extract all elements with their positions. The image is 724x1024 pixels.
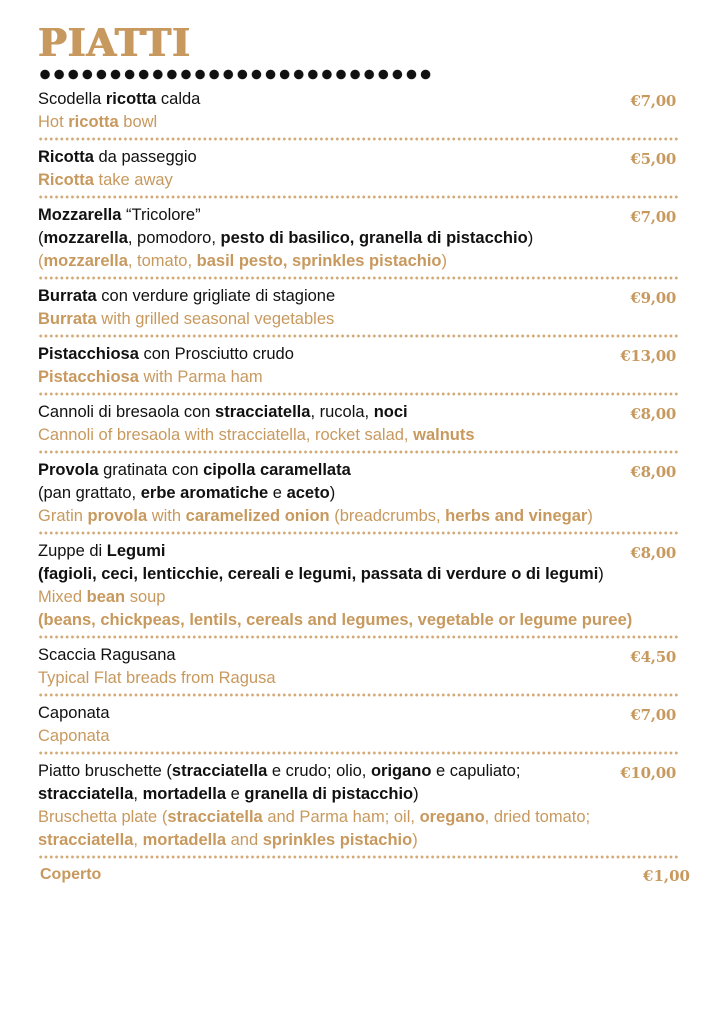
highlighted-ingredient: oregano bbox=[419, 808, 485, 826]
dotted-separator bbox=[38, 276, 678, 280]
highlighted-ingredient: Mozzarella bbox=[38, 206, 122, 224]
item-description-english bbox=[38, 806, 678, 829]
highlighted-ingredient: Ricotta bbox=[38, 148, 94, 166]
highlighted-ingredient: erbe aromatiche bbox=[140, 484, 269, 502]
item-price: €5,00 bbox=[630, 150, 676, 168]
text-segment: Cannoli of bresaola with stracciatella, rocket salad, bbox=[38, 426, 414, 444]
highlighted-ingredient: cipolla caramellata bbox=[203, 461, 351, 479]
dotted-separator bbox=[38, 334, 678, 338]
text-segment: and Parma ham; oil, bbox=[262, 808, 420, 826]
text-segment: e crudo; olio, bbox=[267, 762, 371, 780]
highlighted-ingredient: ricotta bbox=[68, 113, 119, 131]
text-segment: Hot bbox=[38, 113, 69, 131]
menu-item bbox=[38, 204, 678, 273]
highlighted-ingredient: mozzarella bbox=[43, 229, 128, 247]
item-description-italian bbox=[38, 760, 678, 783]
highlighted-ingredient: pesto di basilico, granella di pistacchio bbox=[220, 229, 528, 247]
highlighted-ingredient: herbs and vinegar bbox=[445, 507, 588, 525]
highlighted-ingredient: Ricotta bbox=[38, 171, 94, 189]
highlighted-ingredient: stracciatella bbox=[38, 831, 134, 849]
text-segment: Caponata bbox=[38, 704, 110, 722]
text-segment: da passeggio bbox=[93, 148, 197, 166]
item-description-english bbox=[38, 725, 678, 748]
item-price: €9,00 bbox=[630, 289, 676, 307]
highlighted-ingredient: stracciatella bbox=[171, 762, 268, 780]
text-segment: e bbox=[226, 785, 245, 803]
highlighted-ingredient: noci bbox=[373, 403, 408, 421]
menu-item bbox=[38, 540, 678, 632]
item-price: €13,00 bbox=[620, 347, 676, 365]
dotted-separator bbox=[38, 693, 678, 697]
highlighted-ingredient: provola bbox=[87, 507, 148, 525]
dotted-separator bbox=[38, 751, 678, 755]
item-description-english bbox=[38, 111, 678, 134]
text-segment: ) bbox=[587, 507, 593, 525]
highlighted-ingredient: sprinkles pistachio bbox=[262, 831, 413, 849]
menu-item bbox=[38, 88, 678, 134]
text-segment: e capuliato; bbox=[431, 762, 521, 780]
dotted-separator bbox=[38, 392, 678, 396]
text-segment: Typical Flat breads from Ragusa bbox=[38, 669, 276, 687]
menu-item bbox=[38, 146, 678, 192]
item-description-english bbox=[38, 829, 678, 852]
highlighted-ingredient: origano bbox=[370, 762, 432, 780]
text-segment: ( bbox=[38, 252, 44, 270]
highlighted-ingredient: Burrata bbox=[38, 310, 97, 328]
text-segment: Mixed bbox=[38, 588, 87, 606]
highlighted-ingredient: bean bbox=[86, 588, 126, 606]
text-segment: , bbox=[133, 785, 143, 803]
text-segment: take away bbox=[93, 171, 173, 189]
dotted-separator bbox=[38, 450, 678, 454]
item-description-italian bbox=[38, 204, 678, 227]
item-price: €7,00 bbox=[630, 208, 676, 226]
item-description-italian bbox=[38, 227, 678, 250]
dotted-separator bbox=[38, 531, 678, 535]
text-segment: ) bbox=[527, 229, 534, 247]
highlighted-ingredient: (fagioli, ceci, lenticchie, cereali e legumi, passata di verdure o di legumi bbox=[38, 565, 599, 583]
text-segment: Gratin bbox=[38, 507, 88, 525]
item-description-english bbox=[38, 366, 678, 389]
highlighted-ingredient: ricotta bbox=[105, 90, 157, 108]
text-segment: (pan grattato, bbox=[38, 484, 141, 502]
item-description-italian bbox=[38, 285, 678, 308]
highlighted-ingredient: stracciatella bbox=[215, 403, 311, 421]
text-segment: Cannoli di bresaola con bbox=[38, 403, 216, 421]
cover-charge-row bbox=[40, 866, 690, 884]
item-description-italian bbox=[38, 343, 678, 366]
text-segment: Zuppe di bbox=[38, 542, 107, 560]
text-segment: , pomodoro, bbox=[127, 229, 221, 247]
highlighted-ingredient: caramelized onion bbox=[185, 507, 330, 525]
text-segment: soup bbox=[125, 588, 166, 606]
menu-title: PIATTI bbox=[38, 20, 191, 65]
text-segment: ( bbox=[38, 229, 44, 247]
menu-item bbox=[38, 760, 678, 852]
item-price: €4,50 bbox=[630, 648, 676, 666]
text-segment: Piatto bruschette ( bbox=[38, 762, 172, 780]
text-segment: Bruschetta plate ( bbox=[38, 808, 168, 826]
item-description-italian bbox=[38, 459, 678, 482]
text-segment: “Tricolore” bbox=[121, 206, 201, 224]
dotted-separator bbox=[38, 137, 678, 141]
menu-item bbox=[38, 702, 678, 748]
item-description-italian bbox=[38, 644, 678, 667]
text-segment: ) bbox=[598, 565, 604, 583]
item-description-english bbox=[38, 586, 678, 609]
highlighted-ingredient: mortadella bbox=[142, 831, 227, 849]
menu-item bbox=[38, 459, 678, 528]
item-description-english bbox=[38, 308, 678, 331]
cover-charge-label: Coperto bbox=[40, 866, 102, 883]
item-price: €7,00 bbox=[630, 706, 676, 724]
item-price: €8,00 bbox=[630, 463, 676, 481]
highlighted-ingredient: Pistacchiosa bbox=[38, 345, 139, 363]
item-price: €10,00 bbox=[620, 764, 676, 782]
item-description-english bbox=[38, 250, 678, 273]
cover-charge-price: €1,00 bbox=[643, 867, 690, 885]
menu-item bbox=[38, 285, 678, 331]
menu-list bbox=[38, 88, 678, 864]
item-description-italian bbox=[38, 540, 678, 563]
highlighted-ingredient: Provola bbox=[38, 461, 99, 479]
item-description-italian bbox=[38, 563, 678, 586]
menu-item bbox=[38, 343, 678, 389]
text-segment: with bbox=[147, 507, 186, 525]
item-price: €8,00 bbox=[630, 405, 676, 423]
text-segment: ) bbox=[441, 252, 447, 270]
text-segment: and bbox=[226, 831, 263, 849]
dotted-separator bbox=[38, 855, 678, 859]
text-segment: calda bbox=[156, 90, 201, 108]
item-description-english bbox=[38, 667, 678, 690]
text-segment: ) bbox=[329, 484, 336, 502]
highlighted-ingredient: mortadella bbox=[142, 785, 227, 803]
highlighted-ingredient: Legumi bbox=[106, 542, 166, 560]
item-description-english bbox=[38, 505, 678, 528]
highlighted-ingredient: (beans, chickpeas, lentils, cereals and legumes, vegetable or legume puree) bbox=[38, 611, 633, 629]
highlighted-ingredient: stracciatella bbox=[167, 808, 263, 826]
highlighted-ingredient: mozzarella bbox=[43, 252, 128, 270]
highlighted-ingredient: aceto bbox=[286, 484, 330, 502]
text-segment: (breadcrumbs, bbox=[329, 507, 446, 525]
item-description-italian bbox=[38, 783, 678, 806]
text-segment: e bbox=[268, 484, 287, 502]
dotted-separator bbox=[38, 195, 678, 199]
text-segment: con Prosciutto crudo bbox=[138, 345, 294, 363]
title-dot-divider bbox=[38, 69, 432, 80]
dotted-separator bbox=[38, 635, 678, 639]
menu-item bbox=[38, 401, 678, 447]
text-segment: with Parma ham bbox=[138, 368, 263, 386]
item-price: €8,00 bbox=[630, 544, 676, 562]
text-segment: ) bbox=[412, 831, 418, 849]
text-segment: con verdure grigliate di stagione bbox=[96, 287, 336, 305]
text-segment: with grilled seasonal vegetables bbox=[96, 310, 335, 328]
item-price: €7,00 bbox=[630, 92, 676, 110]
text-segment: Scaccia Ragusana bbox=[38, 646, 176, 664]
item-description-italian bbox=[38, 482, 678, 505]
text-segment: Caponata bbox=[38, 727, 110, 745]
highlighted-ingredient: granella di pistacchio bbox=[244, 785, 414, 803]
text-segment: , rucola, bbox=[310, 403, 374, 421]
text-segment: Scodella bbox=[38, 90, 106, 108]
item-description-italian bbox=[38, 401, 678, 424]
text-segment: gratinata con bbox=[98, 461, 204, 479]
menu-item bbox=[38, 644, 678, 690]
highlighted-ingredient: walnuts bbox=[413, 426, 475, 444]
text-segment: , dried tomato; bbox=[484, 808, 591, 826]
item-description-english bbox=[38, 424, 678, 447]
text-segment: , bbox=[133, 831, 143, 849]
text-segment: bowl bbox=[118, 113, 158, 131]
item-description-english bbox=[38, 169, 678, 192]
text-segment: ) bbox=[413, 785, 419, 803]
item-description-italian bbox=[38, 88, 678, 111]
highlighted-ingredient: Burrata bbox=[38, 287, 97, 305]
highlighted-ingredient: basil pesto, sprinkles pistachio bbox=[196, 252, 442, 270]
text-segment: , tomato, bbox=[127, 252, 197, 270]
item-description-italian bbox=[38, 146, 678, 169]
item-description-english bbox=[38, 609, 678, 632]
item-description-italian bbox=[38, 702, 678, 725]
highlighted-ingredient: stracciatella bbox=[38, 785, 134, 803]
highlighted-ingredient: Pistacchiosa bbox=[38, 368, 139, 386]
